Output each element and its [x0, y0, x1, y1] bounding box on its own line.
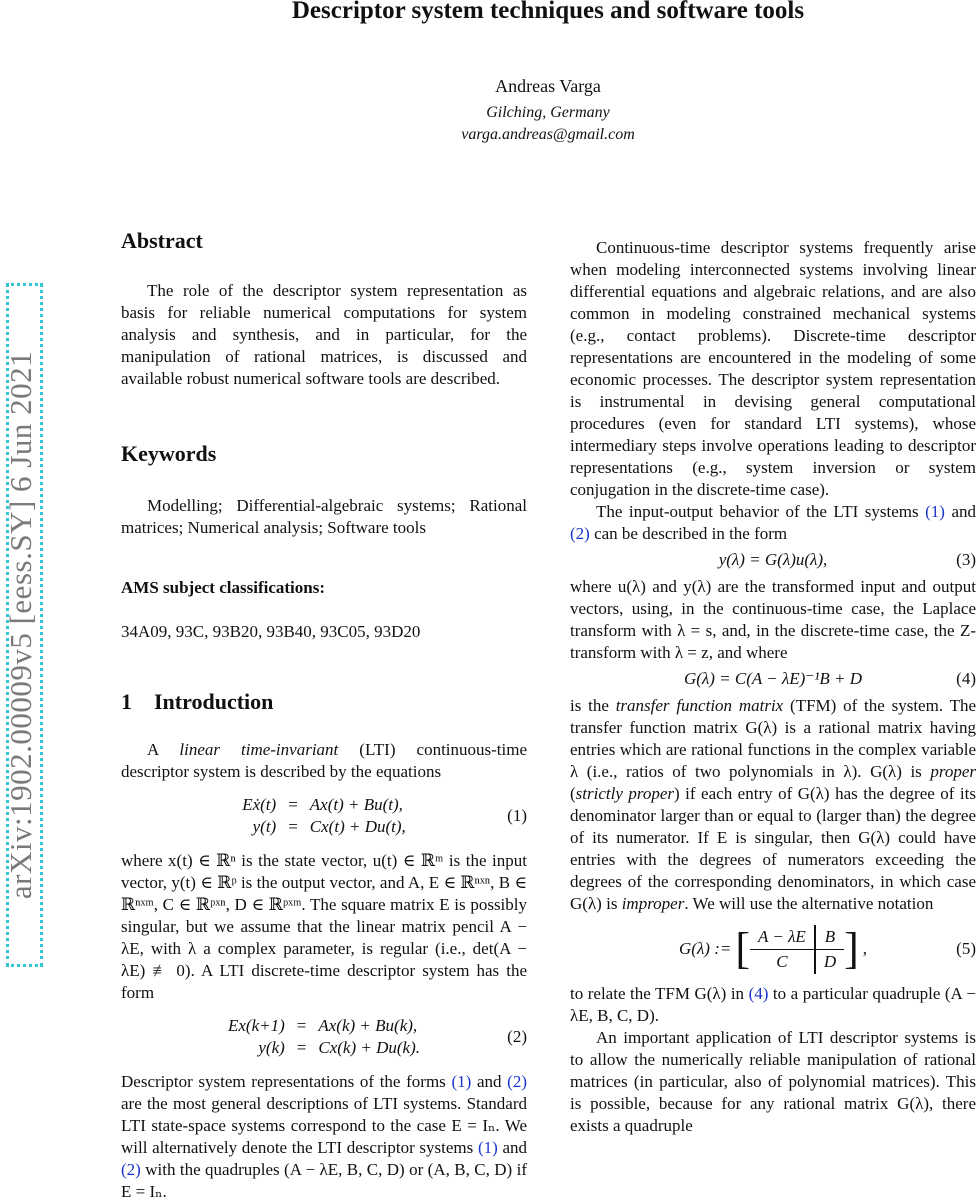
equation-link[interactable]: (2) — [570, 524, 590, 543]
keywords-text: Modelling; Differential-algebraic systems; Rational matrices; Numerical analysis; Software tools — [121, 496, 527, 537]
equation-1: Eẋ(t) = Ax(t) + Bu(t), y(t) = Cx(t) + Du(t), (1) — [242, 795, 527, 836]
equation-2: Ex(k+1) = Ax(k) + Bu(k), y(k) = Cx(k) + Du(k). (2) — [228, 1016, 527, 1057]
right-paragraph-6: An important application of LTI descriptor systems is to allow the numerically reliable manipulation of rational matrices (in particular, also of polynomial matrices). This is possible, because for any rational matrix G(λ), there exists a quadruple — [570, 1028, 976, 1135]
equation-4: G(λ) = C(A − λE)⁻¹B + D (4) — [683, 669, 976, 688]
left-column — [121, 226, 527, 1203]
system-matrix: [ A − λE B C D ] — [735, 924, 859, 973]
right-column — [570, 237, 976, 1137]
author-name: Andreas Varga — [495, 76, 601, 96]
equation-link[interactable]: (1) — [451, 1072, 472, 1091]
keywords-heading: Keywords — [121, 441, 217, 466]
equation-link[interactable]: (2) — [507, 1072, 527, 1091]
right-paragraph-4: is the transfer function matrix (TFM) of the system. The transfer function matrix G(λ) is a rational matrix having entries which are rational functions in the complex variable λ (i.e., ratios of two polynomials in λ). G(λ) is proper (strictly proper) if each entry of G(λ) has the degree of its denominator larger than or equal to (larger than) the degree of its numerator. If E is singular, then G(λ) could have entries with the degrees of numerators exceeding the degrees of the corresponding denominators, in which case G(λ) is improper. We will use the alternative notation — [570, 696, 976, 913]
ams-heading: AMS subject classifications: — [121, 578, 325, 597]
equation-link[interactable]: (4) — [748, 984, 769, 1003]
equation-number: (4) — [956, 669, 976, 688]
equation-5: G(λ) := [ A − λE B C D ] , (5) — [679, 924, 976, 973]
arxiv-id[interactable]: arXiv:1902.00009v5 [eess.SY] 6 Jun 2021 — [3, 350, 38, 900]
equation-link[interactable]: (2) — [121, 1160, 141, 1179]
right-paragraph-5: to relate the TFM G(λ) in (4) to a particular quadruple (A − λE, B, C, D). — [570, 984, 976, 1025]
affiliation-location: Gilching, Germany — [486, 104, 610, 121]
equation-number: (1) — [507, 806, 527, 825]
affiliation-email[interactable]: varga.andreas@gmail.com — [461, 126, 635, 143]
section-introduction-heading: 1 Introduction — [121, 689, 274, 714]
equation-number: (3) — [956, 550, 976, 569]
intro-paragraph-3: Descriptor system representations of the forms (1) and (2) are the most general descriptions of LTI systems. Standard LTI state-space systems correspond to the case E = Iₙ. We will alternatively denote the LTI descriptor systems (1) and (2) with the quadruples (A − λE, B, C, D) or (A, B, C, D) if E = Iₙ. — [121, 1072, 528, 1201]
right-paragraph-3: where u(λ) and y(λ) are the transformed input and output vectors, using, in the continuous-time case, the Laplace transform with λ = s, and, in the discrete-time case, the Z-transform with λ = z, and where — [570, 577, 976, 662]
equation-link[interactable]: (1) — [925, 502, 945, 521]
abstract-heading: Abstract — [121, 228, 203, 253]
equation-number: (5) — [956, 939, 976, 958]
ams-codes: 34A09, 93C, 93B20, 93B40, 93C05, 93D20 — [121, 622, 421, 641]
abstract-text: The role of the descriptor system representation as basis for reliable numerical computations for system analysis and synthesis, and in particular, for the manipulation of rational matrices, is discussed and available robust numerical software tools are described. — [121, 281, 527, 388]
intro-paragraph-2: where x(t) ∈ ℝⁿ is the state vector, u(t) ∈ ℝᵐ is the input vector, y(t) ∈ ℝᵖ is the output vector, and A, E ∈ ℝⁿˣⁿ, B ∈ ℝⁿˣᵐ, C ∈ ℝᵖˣⁿ, D ∈ ℝᵖˣᵐ. The square matrix E is possibly singular, but we assume that the linear matrix pencil A − λE, with λ a complex parameter, is regular (i.e., det(A − λE) ≢ 0). A LTI discrete-time descriptor system has the form — [121, 851, 527, 1002]
equation-link[interactable]: (1) — [477, 1138, 498, 1157]
affiliation — [0, 102, 976, 146]
right-paragraph-1: Continuous-time descriptor systems frequently arise when modeling interconnected systems involving linear differential equations and algebraic relations, and are also common in modeling constrained mechanical systems (e.g., contact problems). Discrete-time descriptor representations are encountered in the modeling of some economic processes. The descriptor system representation is instrumental in devising general computational procedures (even for standard LTI systems), whose intermediary steps involve operations leading to descriptor representations (e.g., system inversion or system conjugation in the discrete-time case). — [570, 238, 976, 499]
paper-title: Descriptor system techniques and software tools — [291, 0, 805, 24]
equation-3: y(λ) = G(λ)u(λ), (3) — [718, 550, 976, 569]
intro-paragraph-1: A linear time-invariant (LTI) continuous-time descriptor system is described by the equations — [121, 740, 528, 781]
equation-number: (2) — [507, 1027, 527, 1046]
right-paragraph-2: The input-output behavior of the LTI systems (1) and (2) can be described in the form — [570, 502, 976, 543]
